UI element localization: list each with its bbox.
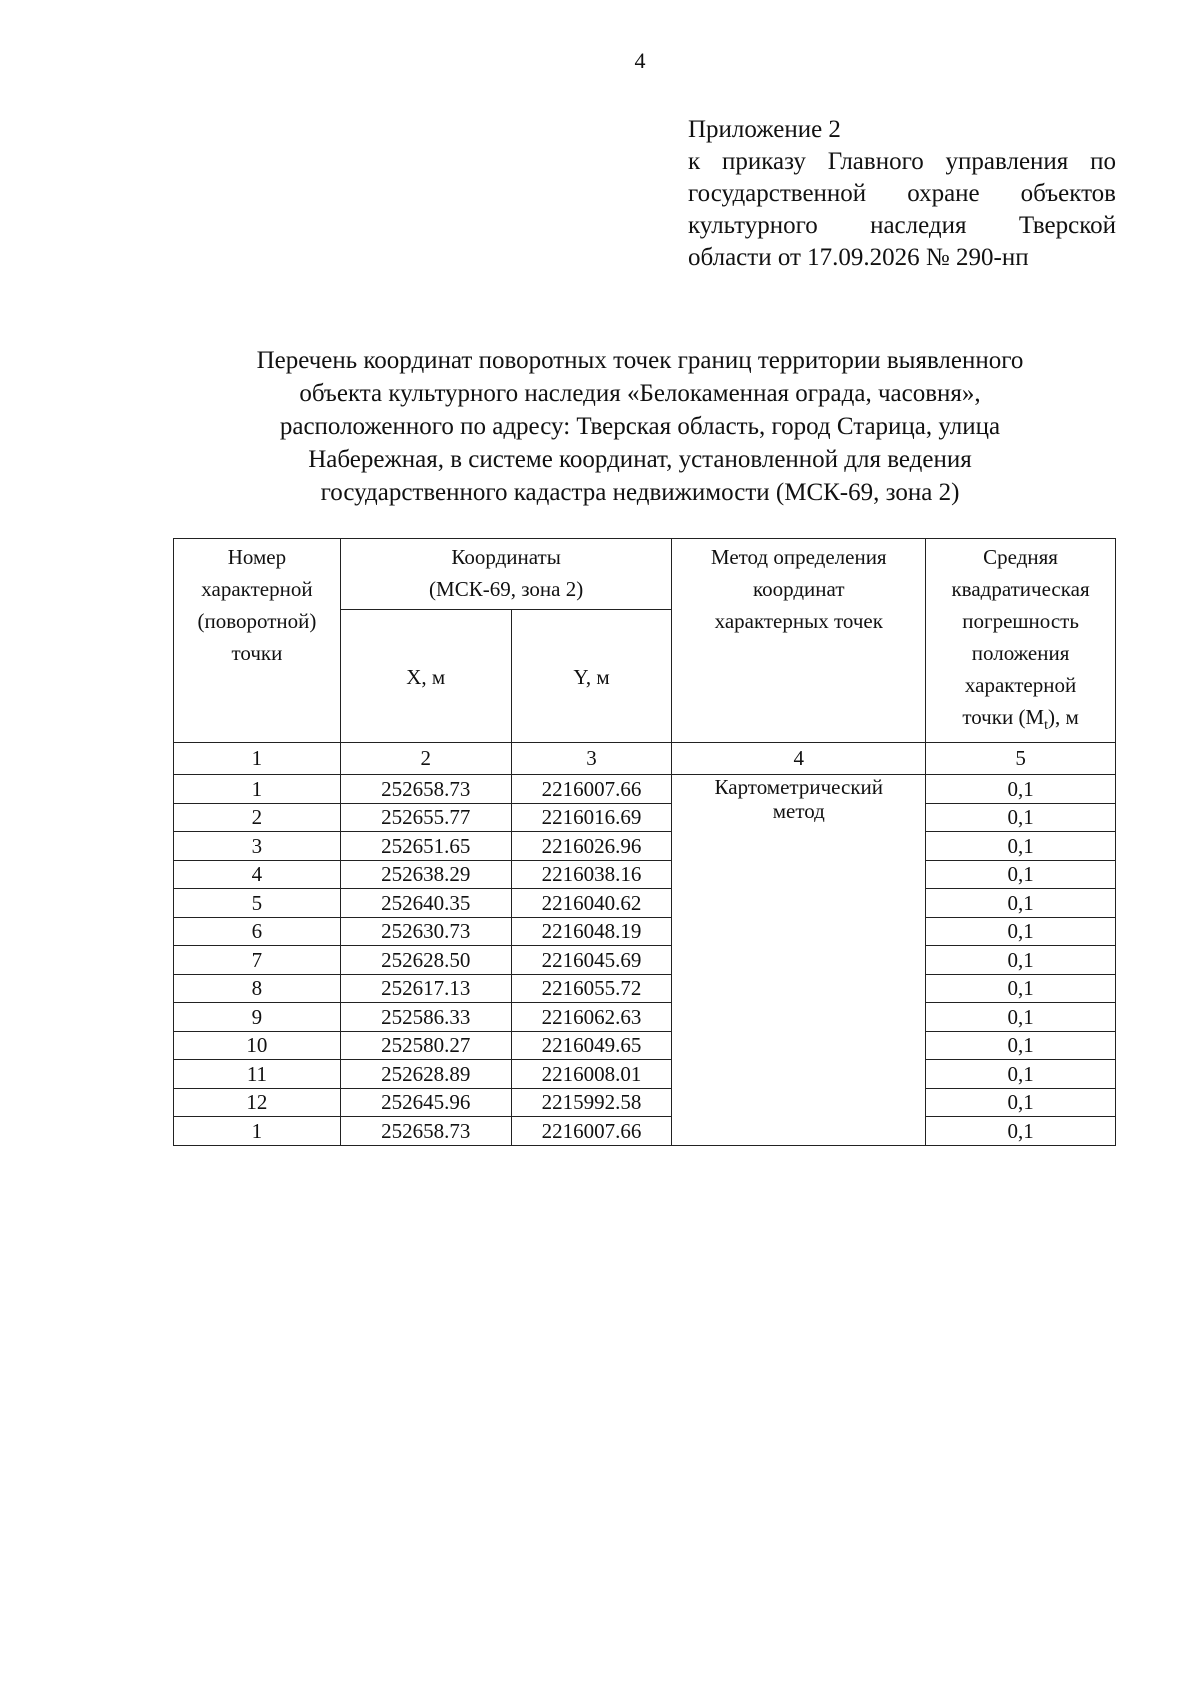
header-error: Средняя квадратическая погрешность положения характерной точки $(M_t)$, м [926, 539, 1116, 743]
cell-x: 252658.73 [340, 775, 511, 804]
table-row [174, 1031, 1116, 1060]
cell-point-number: 8 [174, 974, 341, 1003]
table-row [174, 803, 1116, 832]
cell-error: 0,1 [926, 974, 1116, 1003]
cell-point-number: 4 [174, 860, 341, 889]
cell-y: 2216007.66 [511, 775, 672, 804]
appendix-line: государственной охране объектов [688, 180, 1116, 207]
title-line: расположенного по адресу: Тверская область, город Старица, улица [279, 413, 1001, 440]
column-number: 4 [672, 743, 926, 775]
cell-point-number: 9 [174, 1003, 341, 1032]
cell-point-number: 3 [174, 832, 341, 861]
header-point-number: Номер характерной (поворотной) точки [174, 539, 341, 743]
cell-point-number: 1 [174, 775, 341, 804]
method-line: метод [772, 799, 825, 824]
title-line: объекта культурного наследия «Белокаменная ограда, часовня», [299, 380, 981, 407]
cell-x: 252655.77 [340, 803, 511, 832]
cell-y: 2216055.72 [511, 974, 672, 1003]
cell-x: 252628.50 [340, 946, 511, 975]
table-row [174, 946, 1116, 975]
table-row [174, 917, 1116, 946]
appendix-line: к приказу Главного управления по [688, 148, 1116, 175]
cell-error: 0,1 [926, 946, 1116, 975]
cell-point-number: 12 [174, 1088, 341, 1117]
cell-x: 252645.96 [340, 1088, 511, 1117]
cell-error: 0,1 [926, 832, 1116, 861]
appendix-block [688, 114, 1116, 274]
header-x: X, м [340, 609, 511, 742]
cell-error: 0,1 [926, 1117, 1116, 1146]
cell-x: 252651.65 [340, 832, 511, 861]
table-row [174, 974, 1116, 1003]
header-method: Метод определения координат характерных точек [672, 539, 926, 743]
cell-error: 0,1 [926, 917, 1116, 946]
cell-point-number: 6 [174, 917, 341, 946]
table-row [174, 832, 1116, 861]
cell-error: 0,1 [926, 860, 1116, 889]
cell-x: 252640.35 [340, 889, 511, 918]
cell-x: 252658.73 [340, 1117, 511, 1146]
cell-y: 2216062.63 [511, 1003, 672, 1032]
column-number: 2 [340, 743, 511, 775]
cell-y: 2216008.01 [511, 1060, 672, 1089]
cell-x: 252617.13 [340, 974, 511, 1003]
cell-error: 0,1 [926, 1060, 1116, 1089]
table-row [174, 1060, 1116, 1089]
title-line: Набережная, в системе координат, установленной для ведения [308, 446, 972, 473]
cell-x: 252580.27 [340, 1031, 511, 1060]
coordinates-table [173, 538, 1116, 1146]
cell-y: 2216045.69 [511, 946, 672, 975]
column-number-row [174, 743, 1116, 775]
cell-x: 252630.73 [340, 917, 511, 946]
cell-y: 2216026.96 [511, 832, 672, 861]
header-y: Y, м [511, 609, 672, 742]
cell-point-number: 7 [174, 946, 341, 975]
table-row [174, 860, 1116, 889]
column-number: 3 [511, 743, 672, 775]
column-number: 1 [174, 743, 341, 775]
cell-x: 252628.89 [340, 1060, 511, 1089]
cell-point-number: 5 [174, 889, 341, 918]
cell-y: 2216040.62 [511, 889, 672, 918]
cell-point-number: 11 [174, 1060, 341, 1089]
cell-error: 0,1 [926, 1031, 1116, 1060]
table-row [174, 1117, 1116, 1146]
appendix-line: Приложение 2 [688, 116, 841, 143]
document-title [190, 344, 1090, 509]
cell-y: 2216007.66 [511, 1117, 672, 1146]
appendix-line: культурного наследия Тверской [688, 212, 1116, 239]
cell-error: 0,1 [926, 1088, 1116, 1117]
title-line: государственного кадастра недвижимости (МСК-69, зона 2) [320, 479, 960, 506]
cell-error: 0,1 [926, 775, 1116, 804]
method-line: Картометрический [714, 775, 883, 800]
cell-x: 252638.29 [340, 860, 511, 889]
table-row [174, 775, 1116, 804]
appendix-line: области от 17.09.2026 № 290-нп [688, 244, 1029, 271]
cell-error: 0,1 [926, 1003, 1116, 1032]
page-number: 4 [634, 48, 646, 73]
cell-method [672, 775, 926, 1146]
cell-point-number: 2 [174, 803, 341, 832]
column-number: 5 [926, 743, 1116, 775]
cell-y: 2216049.65 [511, 1031, 672, 1060]
cell-y: 2216048.19 [511, 917, 672, 946]
cell-y: 2216038.16 [511, 860, 672, 889]
cell-y: 2216016.69 [511, 803, 672, 832]
cell-point-number: 10 [174, 1031, 341, 1060]
title-line: Перечень координат поворотных точек границ территории выявленного [256, 347, 1024, 374]
table-row [174, 1088, 1116, 1117]
header-coordinates: Координаты (МСК-69, зона 2) [340, 539, 672, 610]
cell-x: 252586.33 [340, 1003, 511, 1032]
cell-error: 0,1 [926, 803, 1116, 832]
table-row [174, 1003, 1116, 1032]
cell-y: 2215992.58 [511, 1088, 672, 1117]
cell-point-number: 1 [174, 1117, 341, 1146]
cell-error: 0,1 [926, 889, 1116, 918]
table-row [174, 889, 1116, 918]
